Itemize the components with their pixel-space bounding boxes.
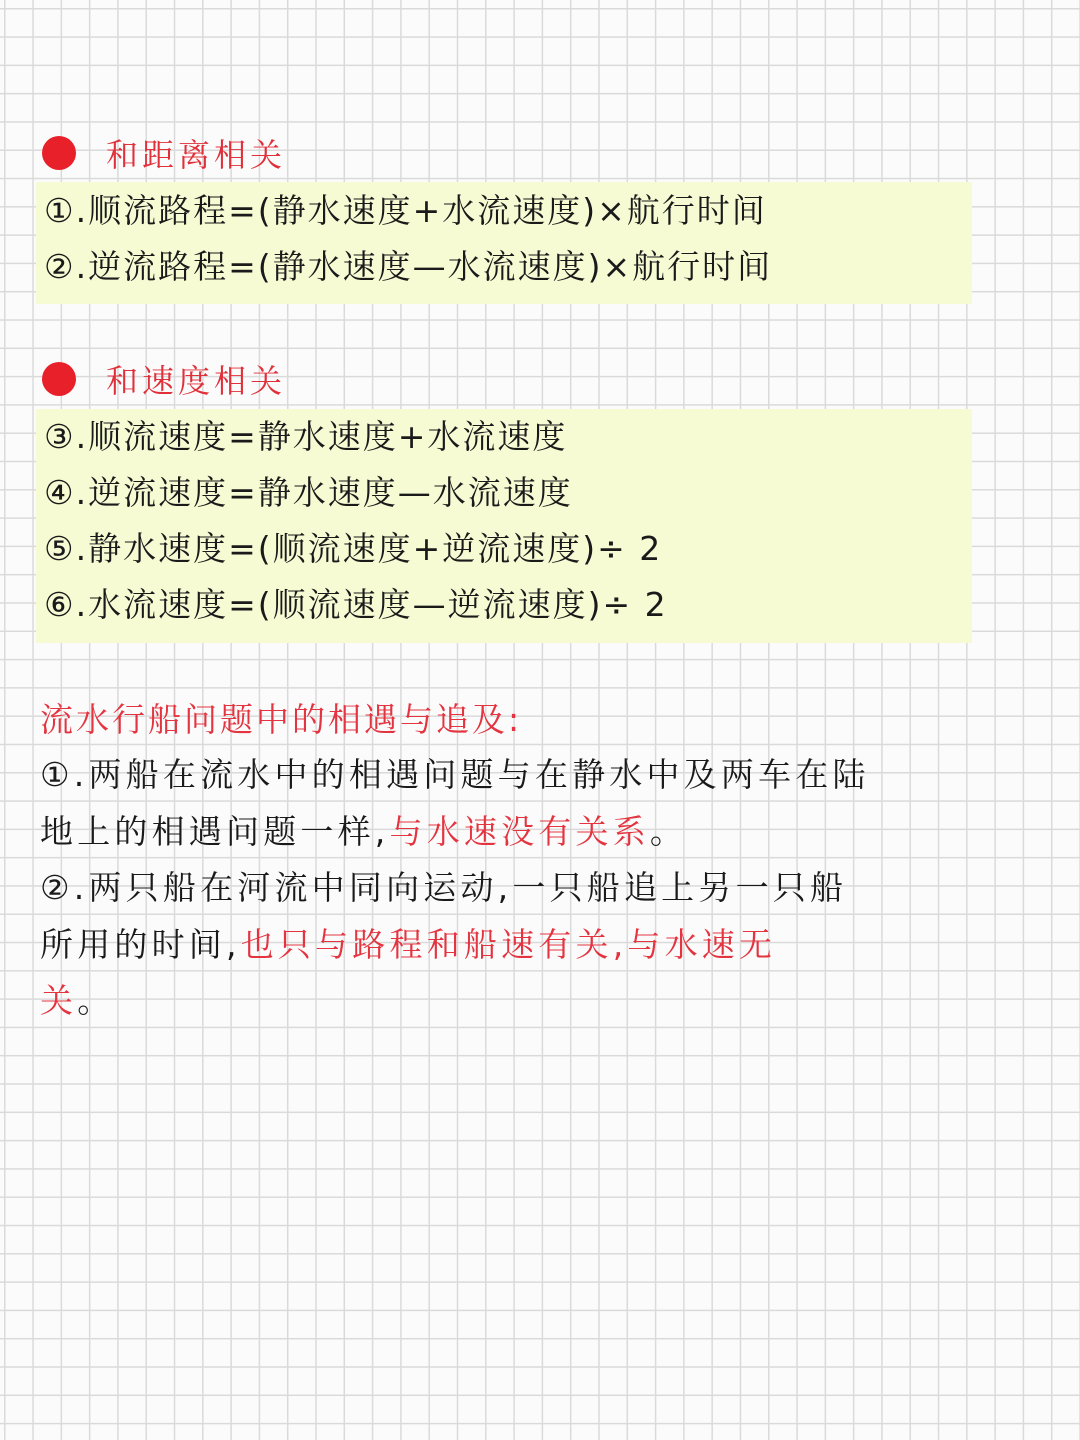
paragraph-text: 。 <box>649 811 688 851</box>
paragraph-meeting <box>40 747 1044 860</box>
section-title: 和距离相关 <box>106 136 287 174</box>
paragraph-text: ①.两船在流水中的相遇问题与在静水中及两车在陆 <box>40 755 870 794</box>
formula-line: ④.逆流速度=静水速度—水流速度 <box>44 473 573 512</box>
paragraph-line <box>40 860 1044 917</box>
formula-line: ②.逆流路程=(静水速度—水流速度)×航行时间 <box>44 247 773 286</box>
formula-line: ⑤.静水速度=(顺流速度+逆流速度)÷ 2 <box>44 529 663 568</box>
paragraph-line <box>40 973 1044 1030</box>
formula-line: ⑥.水流速度=(顺流速度—逆流速度)÷ 2 <box>44 585 668 624</box>
paragraph-line <box>40 804 1044 861</box>
formula-line: ③.顺流速度=静水速度+水流速度 <box>44 417 568 456</box>
highlighted-text: 也只与路程和船速有关,与水速无 <box>240 924 777 964</box>
red-bullet-icon <box>42 362 76 396</box>
highlighted-text: 关 <box>40 981 78 1020</box>
meeting-chasing-title: 流水行船问题中的相遇与追及: <box>40 700 523 739</box>
section-heading-speed <box>42 354 286 404</box>
highlighted-text: 与水速没有关系 <box>389 811 650 851</box>
paragraph-chasing <box>40 860 1044 1030</box>
paragraph-text: ②.两只船在河流中同向运动,一只船追上另一只船 <box>40 868 848 907</box>
formula-box-speed <box>36 409 972 643</box>
section-heading-distance <box>42 128 286 178</box>
paragraph-text: 所用的时间, <box>40 924 241 964</box>
section-title: 和速度相关 <box>106 362 287 400</box>
formula-box-distance <box>36 182 972 304</box>
paragraph-line <box>40 917 1044 974</box>
paragraph-line <box>40 747 1044 804</box>
red-bullet-icon <box>42 136 76 170</box>
paragraph-text: 。 <box>77 981 115 1020</box>
formula-line: ①.顺流路程=(静水速度+水流速度)×航行时间 <box>44 191 767 230</box>
paragraph-text: 地上的相遇问题一样, <box>40 811 390 851</box>
